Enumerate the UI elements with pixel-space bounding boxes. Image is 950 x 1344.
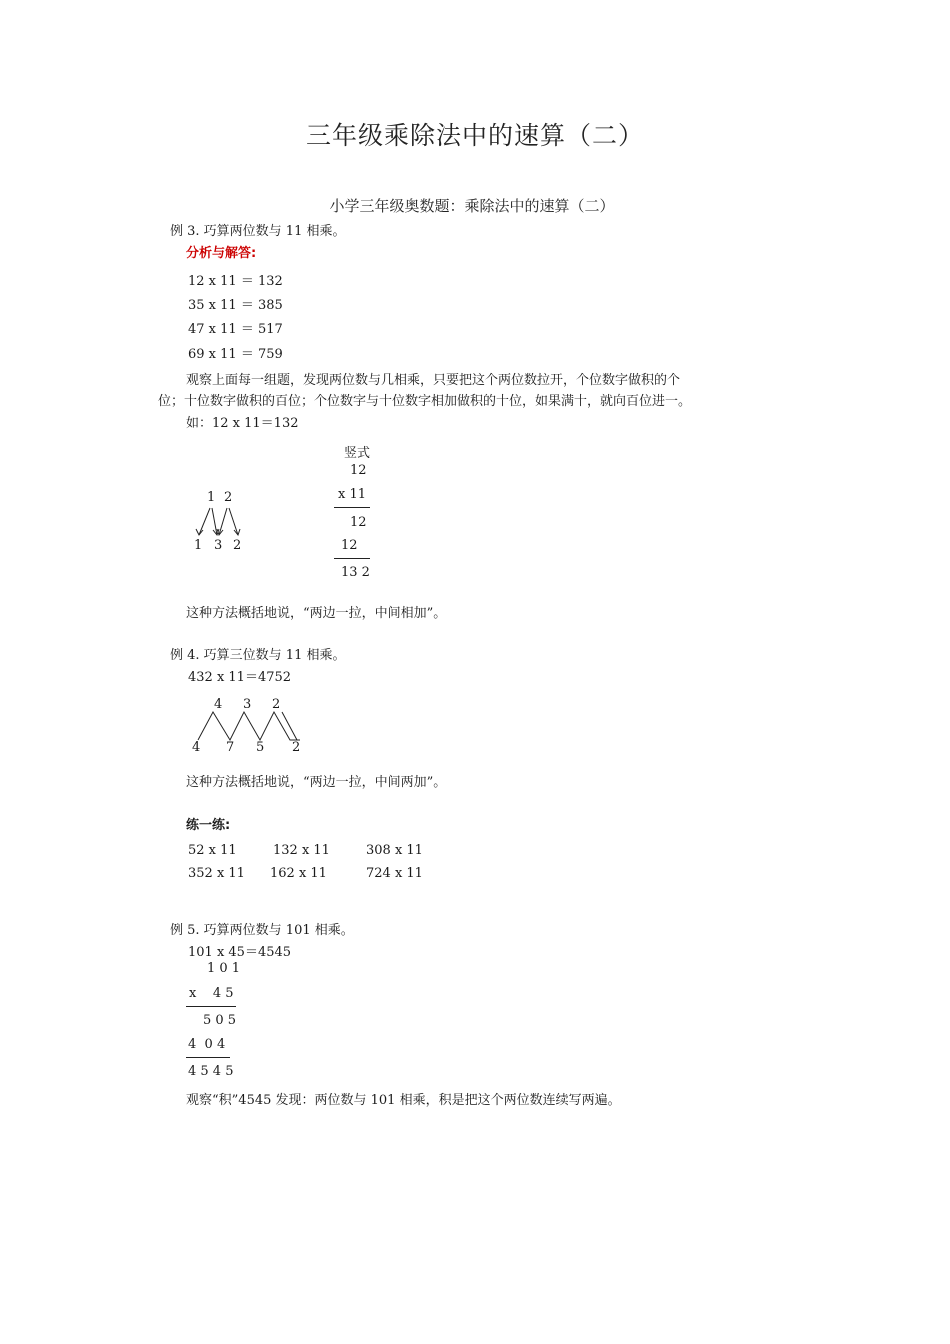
ex5-heading: 例 5. 巧算两位数与 101 相乘。 [170,923,354,938]
diagram-top-digit: 1 [207,490,216,505]
ex5-vertical-divider [186,1006,236,1007]
ex4-top-digit: 4 [214,697,223,712]
ex5-vertical-row2: x 4 5 [189,986,234,1001]
ex5-equation: 101 x 45＝4545 [188,945,292,960]
ex3-equation: 69 x 11 ＝ 759 [188,347,283,362]
ex5-vertical-row4: 4 0 4 [188,1037,226,1052]
ex5-vertical-result: 4 5 4 5 [188,1064,234,1079]
ex3-analysis-label: 分析与解答: [186,246,257,261]
ex4-bottom-digit: 4 [192,740,201,755]
ex4-heading: 例 4. 巧算三位数与 11 相乘。 [170,648,346,663]
ex4-bottom-digit: 5 [256,740,265,755]
ex5-observe: 观察“积”4545 发现：两位数与 101 相乘，积是把这个两位数连续写两遍。 [186,1093,621,1108]
diagram-bottom-digit: 1 [194,538,203,553]
vertical-result: 13 2 [341,565,370,580]
page-subtitle: 小学三年级奥数题：乘除法中的速算（二） [329,197,615,215]
practice-item: 352 x 11 [188,866,245,881]
vertical-label: 竖式 [344,446,371,461]
ex3-example: 如：12 x 11＝132 [186,416,299,431]
ex3-equation: 47 x 11 ＝ 517 [188,322,283,337]
practice-item: 162 x 11 [270,866,327,881]
practice-item: 308 x 11 [366,843,423,858]
vertical-row2: x 11 [338,487,367,502]
ex5-vertical-divider [186,1057,230,1058]
ex3-heading: 例 3. 巧算两位数与 11 相乘。 [170,224,346,239]
diagram-top-digit: 2 [224,490,233,505]
ex3-observe-line1: 观察上面每一组题，发现两位数与几相乘，只要把这个两位数拉开，个位数字做积的个 [186,373,681,388]
vertical-row1: 12 [350,463,367,478]
ex5-vertical-row1: 1 0 1 [207,961,241,976]
ex4-bottom-digit: 2 [292,740,301,755]
ex5-vertical-row3: 5 0 5 [203,1013,237,1028]
ex3-equation: 12 x 11 ＝ 132 [188,274,283,289]
vertical-row3: 12 [350,515,367,530]
page-title: 三年级乘除法中的速算（二） [305,121,644,150]
ex4-equation: 432 x 11＝4752 [188,670,292,685]
diagram-bottom-digit: 2 [233,538,242,553]
ex4-top-digit: 3 [243,697,252,712]
vertical-row4: 12 [341,538,358,553]
ex3-equation: 35 x 11 ＝ 385 [188,298,283,313]
practice-item: 132 x 11 [273,843,330,858]
practice-item: 724 x 11 [366,866,423,881]
ex4-top-digit: 2 [272,697,281,712]
practice-heading: 练一练: [186,818,231,833]
ex3-observe-line2: 位；十位数字做积的百位；个位数字与十位数字相加做积的十位，如果满十，就向百位进一。 [158,394,692,409]
ex3-summary: 这种方法概括地说，“两边一拉，中间相加”。 [186,606,447,621]
ex4-bottom-digit: 7 [226,740,235,755]
practice-item: 52 x 11 [188,843,237,858]
diagram-bottom-digit: 3 [214,538,223,553]
ex4-summary: 这种方法概括地说，“两边一拉，中间两加”。 [186,775,447,790]
